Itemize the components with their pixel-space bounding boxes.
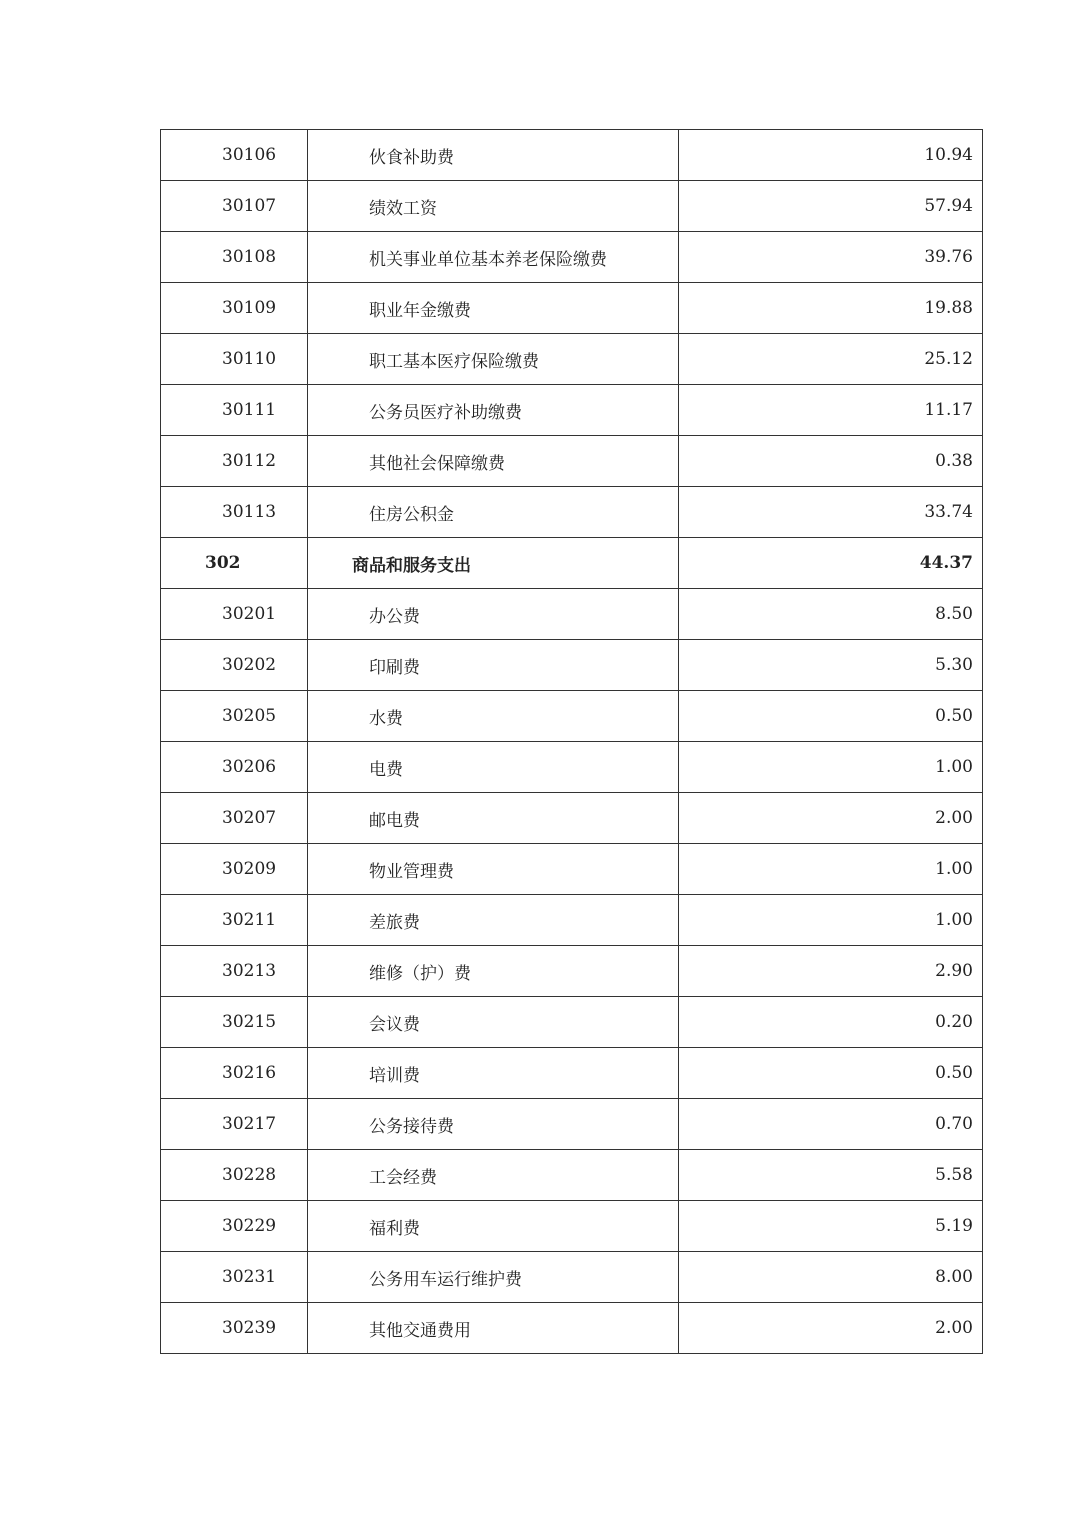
row-amount: 0.38 (679, 436, 983, 487)
table-row (161, 436, 983, 487)
row-code: 30205 (161, 691, 308, 742)
row-code: 30231 (161, 1252, 308, 1303)
row-name: 公务用车运行维护费 (308, 1252, 679, 1303)
table-row (161, 946, 983, 997)
row-amount: 2.00 (679, 793, 983, 844)
row-name: 差旅费 (308, 895, 679, 946)
row-code: 30229 (161, 1201, 308, 1252)
row-name: 工会经费 (308, 1150, 679, 1201)
row-name: 其他交通费用 (308, 1303, 679, 1354)
row-code: 30206 (161, 742, 308, 793)
table-row (161, 385, 983, 436)
row-amount: 25.12 (679, 334, 983, 385)
row-name: 维修（护）费 (308, 946, 679, 997)
row-amount: 5.19 (679, 1201, 983, 1252)
row-amount: 1.00 (679, 844, 983, 895)
row-name: 办公费 (308, 589, 679, 640)
row-code: 30211 (161, 895, 308, 946)
row-amount: 11.17 (679, 385, 983, 436)
table-row (161, 283, 983, 334)
row-name: 公务员医疗补助缴费 (308, 385, 679, 436)
row-name: 邮电费 (308, 793, 679, 844)
table-row (161, 793, 983, 844)
table-row (161, 232, 983, 283)
row-code: 30108 (161, 232, 308, 283)
row-name: 伙食补助费 (308, 130, 679, 181)
row-amount: 39.76 (679, 232, 983, 283)
table-row (161, 742, 983, 793)
table-row (161, 1048, 983, 1099)
row-amount: 0.50 (679, 691, 983, 742)
row-code: 30110 (161, 334, 308, 385)
group-code: 302 (161, 538, 308, 589)
row-amount: 8.50 (679, 589, 983, 640)
row-amount: 5.30 (679, 640, 983, 691)
row-amount: 33.74 (679, 487, 983, 538)
row-code: 30109 (161, 283, 308, 334)
row-name: 水费 (308, 691, 679, 742)
table-row (161, 181, 983, 232)
row-code: 30239 (161, 1303, 308, 1354)
row-amount: 10.94 (679, 130, 983, 181)
row-amount: 1.00 (679, 742, 983, 793)
table-row (161, 640, 983, 691)
table-row (161, 1303, 983, 1354)
row-code: 30201 (161, 589, 308, 640)
row-code: 30213 (161, 946, 308, 997)
row-name: 公务接待费 (308, 1099, 679, 1150)
row-name: 职业年金缴费 (308, 283, 679, 334)
row-name: 绩效工资 (308, 181, 679, 232)
table-row (161, 895, 983, 946)
row-amount: 0.20 (679, 997, 983, 1048)
row-name: 职工基本医疗保险缴费 (308, 334, 679, 385)
table-row (161, 1201, 983, 1252)
row-code: 30209 (161, 844, 308, 895)
row-code: 30207 (161, 793, 308, 844)
row-name: 福利费 (308, 1201, 679, 1252)
row-amount: 0.50 (679, 1048, 983, 1099)
row-name: 其他社会保障缴费 (308, 436, 679, 487)
table-row (161, 1099, 983, 1150)
row-name: 培训费 (308, 1048, 679, 1099)
row-name: 机关事业单位基本养老保险缴费 (308, 232, 679, 283)
row-code: 30106 (161, 130, 308, 181)
row-name: 住房公积金 (308, 487, 679, 538)
row-code: 30113 (161, 487, 308, 538)
budget-expenditure-table (160, 129, 983, 1354)
row-code: 30228 (161, 1150, 308, 1201)
row-code: 30112 (161, 436, 308, 487)
group-amount: 44.37 (679, 538, 983, 589)
table-row (161, 130, 983, 181)
table-row (161, 1252, 983, 1303)
table-group-row (161, 538, 983, 589)
row-code: 30111 (161, 385, 308, 436)
row-amount: 1.00 (679, 895, 983, 946)
row-amount: 2.00 (679, 1303, 983, 1354)
row-amount: 8.00 (679, 1252, 983, 1303)
row-name: 会议费 (308, 997, 679, 1048)
row-name: 物业管理费 (308, 844, 679, 895)
row-code: 30217 (161, 1099, 308, 1150)
table-row (161, 487, 983, 538)
row-amount: 2.90 (679, 946, 983, 997)
row-amount: 19.88 (679, 283, 983, 334)
row-amount: 5.58 (679, 1150, 983, 1201)
row-code: 30202 (161, 640, 308, 691)
row-amount: 0.70 (679, 1099, 983, 1150)
row-code: 30216 (161, 1048, 308, 1099)
table-row (161, 1150, 983, 1201)
row-amount: 57.94 (679, 181, 983, 232)
table-row (161, 691, 983, 742)
table-row (161, 997, 983, 1048)
row-code: 30107 (161, 181, 308, 232)
group-name: 商品和服务支出 (308, 538, 679, 589)
table-row (161, 589, 983, 640)
row-name: 电费 (308, 742, 679, 793)
table-row (161, 844, 983, 895)
row-code: 30215 (161, 997, 308, 1048)
table-row (161, 334, 983, 385)
row-name: 印刷费 (308, 640, 679, 691)
